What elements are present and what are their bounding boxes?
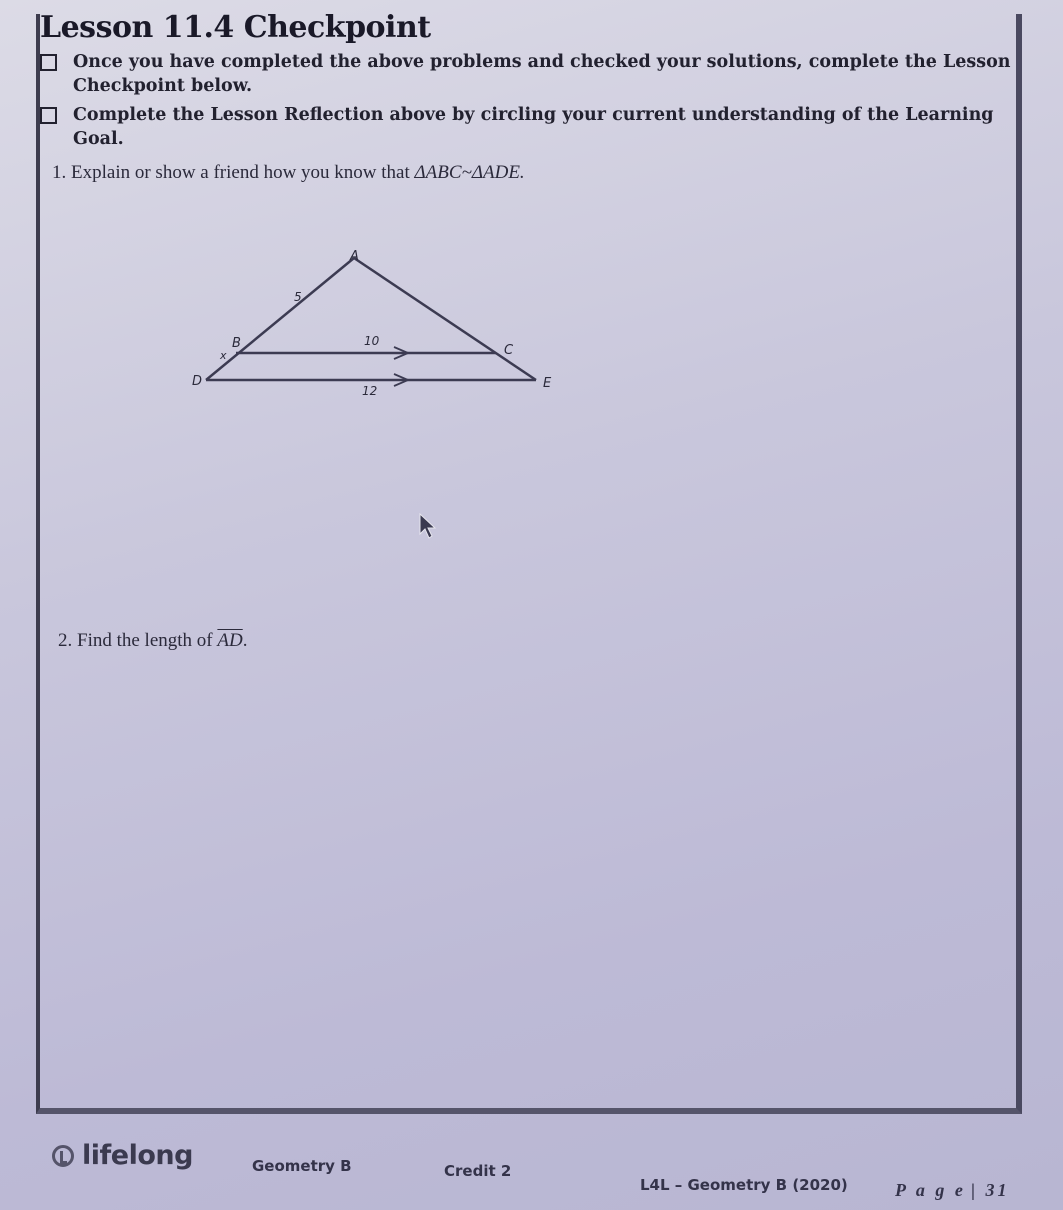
question-number: 2.: [58, 630, 73, 651]
footer-credit: Credit 2: [444, 1162, 512, 1180]
footer-course-code: L4L – Geometry B (2020): [640, 1176, 848, 1194]
vertex-label-b: B: [232, 336, 241, 351]
question-1: [52, 162, 525, 184]
footer-course: Geometry B: [252, 1157, 352, 1175]
vertex-label-c: C: [504, 343, 514, 358]
vertex-label-a: A: [350, 249, 359, 264]
measure-ab: 5: [294, 290, 302, 304]
mouse-cursor-icon: [418, 512, 440, 542]
checklist-item-complete-checkpoint: [40, 50, 1033, 98]
checkbox[interactable]: [40, 54, 57, 71]
question-2: [58, 630, 247, 652]
segment-ad: [206, 258, 354, 380]
lifelong-logo-icon: [52, 1145, 74, 1167]
checklist-item-text: Complete the Lesson Reflection above by circling your current understanding of the Learning Goal.: [73, 105, 994, 149]
segment-ae: [354, 258, 536, 380]
checklist-item-reflection: [40, 103, 1033, 151]
page-number: | 31: [971, 1180, 1010, 1200]
measure-bd: x: [220, 349, 227, 362]
segment-ad-label: $\overline{AD}$: [217, 630, 243, 651]
question-text: Find the length of: [77, 630, 213, 651]
measure-bc: 10: [364, 334, 380, 348]
question-suffix: .: [242, 630, 248, 651]
page-title: Lesson 11.4 Checkpoint: [40, 10, 431, 45]
vertex-label-d: D: [192, 374, 203, 389]
vertex-label-e: E: [543, 376, 552, 391]
question-number: 1.: [52, 162, 67, 183]
question-text: Explain or show a friend how you know that: [71, 162, 410, 183]
footer-page: [895, 1180, 1010, 1201]
similarity-statement: ΔABC~ΔADE.: [414, 162, 525, 183]
checklist-item-text: Once you have completed the above problems and checked your solutions, complete the Lesson Checkpoint below.: [73, 52, 1011, 96]
page-label: P a g e: [895, 1180, 966, 1200]
measure-de: 12: [362, 384, 378, 398]
logo-text: lifelong: [82, 1140, 193, 1171]
lifelong-logo: [52, 1140, 193, 1171]
triangle-diagram: [180, 235, 580, 405]
checkbox[interactable]: [40, 107, 57, 124]
